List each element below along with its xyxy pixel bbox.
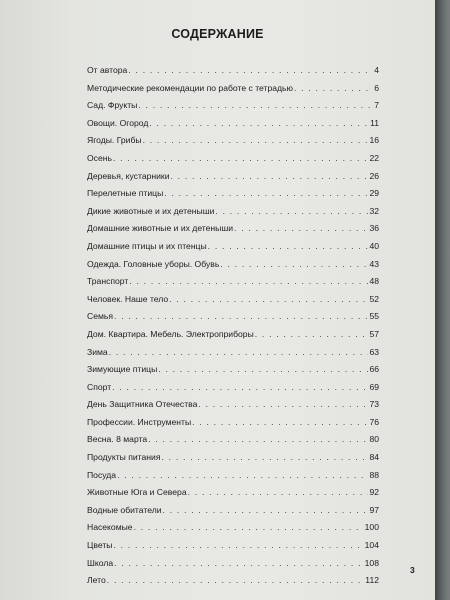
toc-entry xyxy=(87,220,379,238)
toc-entry-label: Перелетные птицы xyxy=(87,188,164,199)
toc-dot-leader xyxy=(113,150,368,168)
toc-dot-leader xyxy=(171,168,369,186)
toc-entry xyxy=(87,555,379,573)
toc-dot-leader xyxy=(220,256,368,274)
toc-entry-label: Продукты питания xyxy=(87,452,161,463)
toc-entry-page: 104 xyxy=(364,540,379,551)
toc-entry xyxy=(87,115,379,133)
toc-dot-leader xyxy=(164,185,368,203)
toc-entry-label: Дикие животные и их детеныши xyxy=(87,205,215,216)
toc-entry-page: 32 xyxy=(369,205,379,216)
toc-entry-page: 6 xyxy=(374,82,379,93)
toc-entry-label: Одежда. Головные уборы. Обувь xyxy=(87,258,220,269)
toc-entry-label: Домашние птицы и их птенцы xyxy=(87,240,207,251)
toc-entry xyxy=(87,97,379,115)
toc-entry-page: 7 xyxy=(374,100,379,111)
toc-dot-leader xyxy=(113,537,363,555)
toc-entry xyxy=(87,291,379,309)
toc-dot-leader xyxy=(138,97,373,115)
toc-entry xyxy=(87,414,379,432)
toc-entry-label: Школа xyxy=(87,557,114,568)
toc-dot-leader xyxy=(162,449,369,467)
toc-entry xyxy=(87,537,379,555)
toc-dot-leader xyxy=(163,502,369,520)
toc-entry-page: 26 xyxy=(369,170,379,181)
toc-entry-label: От автора xyxy=(87,65,128,75)
toc-dot-leader xyxy=(188,484,369,502)
toc-entry xyxy=(87,379,379,397)
toc-entry-label: Водные обитатели xyxy=(87,504,162,515)
toc-dot-leader xyxy=(192,414,368,432)
toc-entry-label: Животные Юга и Севера xyxy=(87,487,187,498)
toc-entry-page: 108 xyxy=(364,557,379,568)
toc-dot-leader xyxy=(169,291,368,309)
toc-entry-label: Семья xyxy=(87,311,114,322)
toc-entry xyxy=(87,431,379,449)
toc-entry-label: Зимующие птицы xyxy=(87,364,158,375)
toc-entry-label: Овощи. Огород xyxy=(87,117,149,128)
toc-entry-page: 11 xyxy=(370,117,379,128)
toc-entry-page: 69 xyxy=(369,381,379,392)
toc-entry xyxy=(87,449,379,467)
toc-dot-leader xyxy=(117,467,368,485)
toc-dot-leader xyxy=(129,273,368,291)
toc-entry-label: Домашние животные и их детеныши xyxy=(87,223,234,234)
toc-entry-label: Дом. Квартира. Мебель. Электроприборы xyxy=(87,328,254,339)
toc-dot-leader xyxy=(148,431,368,449)
toc-entry-label: Спорт xyxy=(87,381,112,392)
toc-entry-label: Транспорт xyxy=(87,276,129,287)
toc-entry-page: 63 xyxy=(369,346,379,357)
toc-entry xyxy=(87,168,379,186)
toc-entry xyxy=(87,80,379,98)
toc-entry xyxy=(87,273,379,291)
toc-entry-label: День Защитника Отечества xyxy=(87,399,198,410)
toc-entry xyxy=(87,308,379,326)
toc-entry-page: 16 xyxy=(369,135,379,146)
toc-dot-leader xyxy=(234,220,368,238)
toc-entry xyxy=(87,396,379,414)
toc-entry-page: 80 xyxy=(369,434,379,445)
toc-entry-page: 97 xyxy=(369,504,379,515)
toc-dot-leader xyxy=(134,519,364,537)
book-edge-background xyxy=(435,0,450,600)
toc-entry-label: Зима xyxy=(87,346,108,357)
toc-entry-page: 55 xyxy=(369,311,379,322)
toc-entry-label: Профессии. Инструменты xyxy=(87,416,192,427)
toc-entry-page: 76 xyxy=(369,416,379,427)
toc-entry xyxy=(87,467,379,485)
toc-entry-page: 4 xyxy=(374,65,379,75)
toc-entry xyxy=(87,238,379,256)
toc-dot-leader xyxy=(114,308,368,326)
toc-entry xyxy=(87,132,379,150)
toc-dot-leader xyxy=(149,115,369,133)
toc-entry-page: 92 xyxy=(369,487,379,498)
toc-entry-label: Посуда xyxy=(87,469,117,480)
toc-entry-page: 22 xyxy=(369,152,379,163)
toc-entry xyxy=(87,150,379,168)
toc-dot-leader xyxy=(109,344,369,362)
toc-entry xyxy=(87,361,379,379)
toc-entry-page: 29 xyxy=(369,188,379,199)
toc-dot-leader xyxy=(198,396,368,414)
toc-entry-page: 66 xyxy=(369,364,379,375)
toc-entry xyxy=(87,185,379,203)
toc-dot-leader xyxy=(255,326,369,344)
toc-entry-page: 112 xyxy=(365,575,379,586)
toc-entry-label: Насекомые xyxy=(87,522,133,533)
toc-entry-page: 100 xyxy=(364,522,379,533)
toc-entry-label: Весна. 8 марта xyxy=(87,434,148,445)
toc-entry-page: 48 xyxy=(369,276,379,287)
toc-entry xyxy=(87,572,379,590)
toc-entry-page: 73 xyxy=(369,399,379,410)
toc-entry xyxy=(87,62,379,80)
toc-dot-leader xyxy=(114,555,364,573)
toc-dot-leader xyxy=(128,62,373,80)
toc-dot-leader xyxy=(215,203,368,221)
toc-entry-page: 88 xyxy=(369,469,379,480)
toc-entry-label: Человек. Наше тело xyxy=(87,293,169,304)
toc-dot-leader xyxy=(208,238,369,256)
toc-entry-page: 36 xyxy=(369,223,379,234)
toc-entry-label: Ягоды. Грибы xyxy=(87,135,142,146)
toc-entry xyxy=(87,326,379,344)
toc-dot-leader xyxy=(112,379,368,397)
toc-dot-leader xyxy=(294,80,373,98)
toc-entry-page: 84 xyxy=(369,452,379,463)
toc-entry xyxy=(87,203,379,221)
page-number: 3 xyxy=(410,565,415,575)
toc-entry-label: Сад. Фрукты xyxy=(87,100,138,111)
toc-entry-page: 43 xyxy=(369,258,379,269)
page-title: СОДЕРЖАНИЕ xyxy=(171,27,264,41)
toc-dot-leader xyxy=(107,572,365,590)
toc-entry-label: Цветы xyxy=(87,540,113,551)
toc-entry xyxy=(87,344,379,362)
toc-entry xyxy=(87,484,379,502)
toc-dot-leader xyxy=(158,361,368,379)
toc-entry xyxy=(87,519,379,537)
toc-entry-page: 52 xyxy=(369,293,379,304)
toc-entry-label: Методические рекомендации по работе с тетрадью xyxy=(87,82,293,93)
toc-entry xyxy=(87,502,379,520)
toc-entry-label: Деревья, кустарники xyxy=(87,170,170,181)
toc-entry xyxy=(87,256,379,274)
toc-entry-label: Осень xyxy=(87,152,112,163)
toc-entry-page: 40 xyxy=(369,240,379,251)
toc-entry-label: Лето xyxy=(87,575,106,586)
toc-dot-leader xyxy=(143,132,369,150)
table-of-contents xyxy=(87,62,379,590)
toc-entry-page: 57 xyxy=(369,328,379,339)
